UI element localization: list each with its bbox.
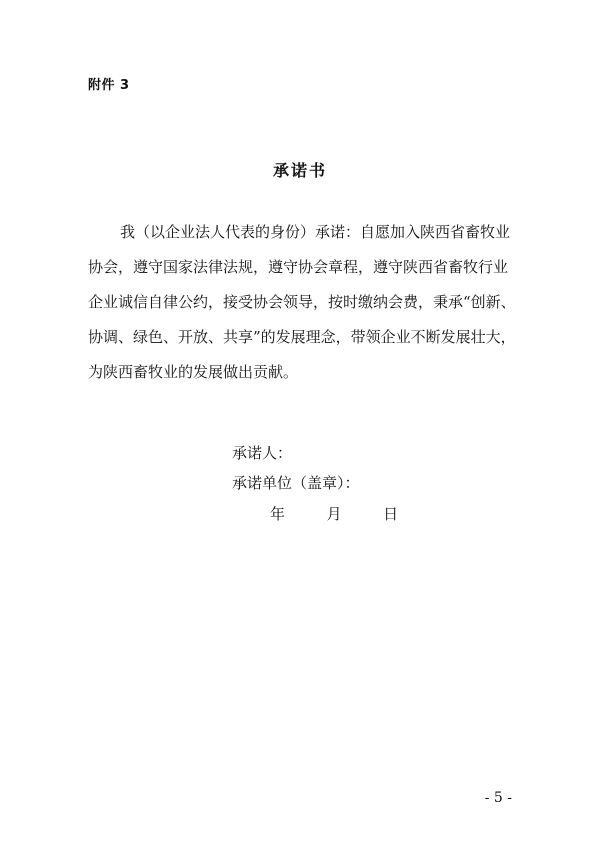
body-line-3: 企业诚信自律公约，接受协会领导，按时缴纳会费，秉承“创新、 (88, 293, 516, 311)
body-line-1: 我（以企业法人代表的身份）承诺：自愿加入陕西省畜牧业 (120, 223, 511, 241)
promisor-label: 承诺人： (232, 444, 293, 462)
date-year: 年 (270, 505, 286, 523)
unit-seal-label: 承诺单位（盖章）： (232, 474, 360, 492)
attachment-label: 附件 3 (88, 78, 130, 93)
date-row (270, 503, 398, 524)
body-line-2: 协会，遵守国家法律法规，遵守协会章程，遵守陕西省畜牧行业 (88, 258, 509, 276)
document-title: 承诺书 (272, 161, 327, 180)
date-day: 日 (383, 505, 399, 523)
body-line-5: 为陕西畜牧业的发展做出贡献。 (88, 363, 299, 381)
date-month: 月 (326, 505, 342, 523)
body-line-4: 协调、绿色、开放、共享”的发展理念，带领企业不断发展壮大， (88, 328, 516, 346)
page-number: - 5 - (484, 790, 512, 806)
